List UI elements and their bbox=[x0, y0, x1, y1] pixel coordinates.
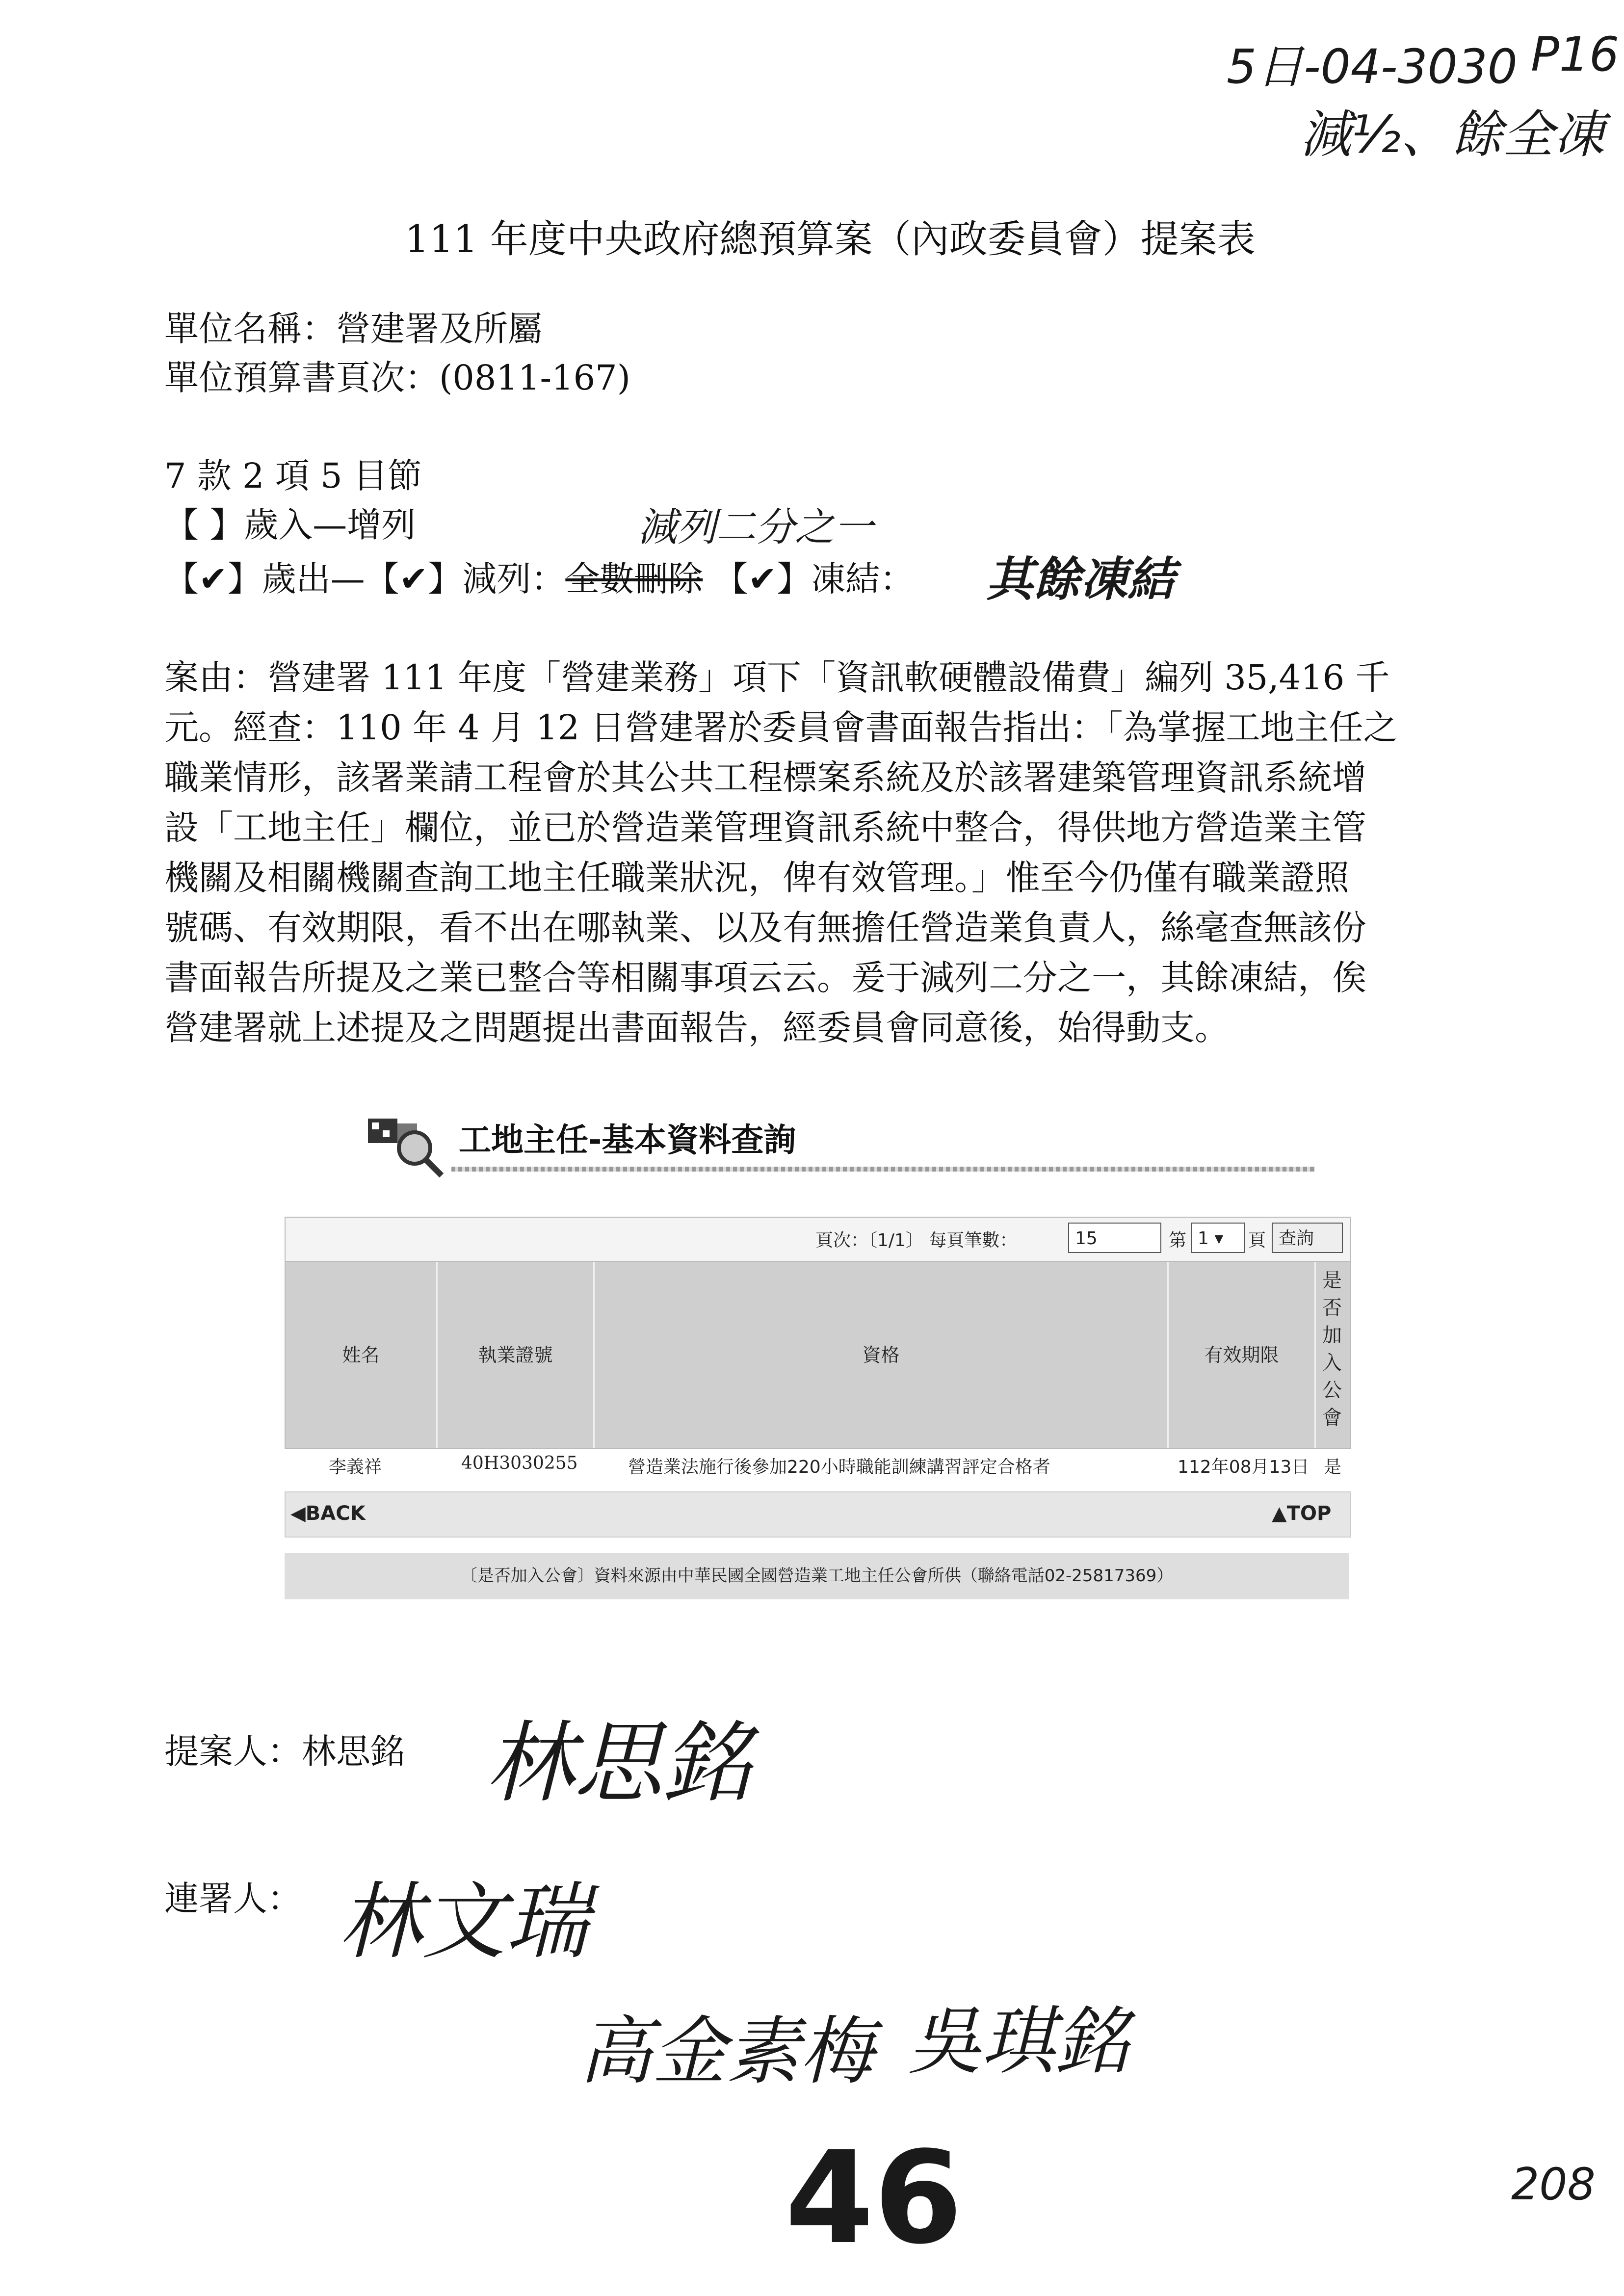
cosigner-signature-2: 高金素梅 bbox=[579, 2009, 874, 2094]
row-valid-until: 112年08月13日 bbox=[1178, 1457, 1310, 1477]
row-union: 是 bbox=[1324, 1457, 1342, 1477]
cosigner-signature-3: 吳琪銘 bbox=[908, 1999, 1129, 2085]
query-button[interactable]: 查詢 bbox=[1272, 1223, 1343, 1253]
page-suffix: 頁 bbox=[1248, 1230, 1266, 1251]
data-source-footer: 〔是否加入公會〕資料來源由中華民國全國營造業工地主任公會所供（聯絡電話02-25817369） bbox=[285, 1553, 1349, 1599]
deleted-all-text: 全數刪除 bbox=[565, 559, 703, 599]
table-row bbox=[285, 1447, 1349, 1482]
row-name: 李義祥 bbox=[329, 1457, 382, 1477]
reason-line: 元。經查：110 年 4 月 12 日營建署於委員會書面報告指出：「為掌握工地主任之 bbox=[164, 707, 1398, 748]
freeze-label: 【✔】凍結： bbox=[713, 559, 915, 599]
expenditure-line bbox=[164, 554, 914, 603]
handwritten-page: P16 bbox=[1531, 27, 1620, 82]
expenditure-prefix: 【✔】歲出—【✔】減列： bbox=[164, 559, 566, 599]
row-qualification: 營造業法施行後參加220小時職能訓練講習評定合格者 bbox=[628, 1457, 1050, 1477]
embedded-screenshot bbox=[285, 1104, 1359, 1599]
handwritten-freeze: 其餘凍結 bbox=[986, 552, 1175, 607]
revenue-line: 【 】歲入—增列 bbox=[164, 505, 416, 545]
page-info: 頁次：〔1/1〕 每頁筆數： bbox=[815, 1230, 1018, 1251]
page-prefix: 第 bbox=[1169, 1230, 1187, 1251]
handwritten-page-number: 46 bbox=[785, 2124, 963, 2272]
top-link[interactable]: ▲TOP bbox=[1272, 1502, 1332, 1525]
screenshot-header bbox=[368, 1114, 1300, 1173]
per-page-input[interactable]: 15 bbox=[1068, 1223, 1161, 1253]
col-union bbox=[1320, 1267, 1344, 1432]
reason-line: 設「工地主任」欄位，並已於營造業管理資訊系統中整合，得供地方營造業主管 bbox=[164, 808, 1366, 848]
search-logo-icon bbox=[368, 1114, 446, 1177]
union-char: 會 bbox=[1322, 1407, 1342, 1429]
col-qualification: 資格 bbox=[595, 1262, 1169, 1448]
union-char: 否 bbox=[1322, 1297, 1342, 1319]
cosigner-signature-1: 林文瑞 bbox=[339, 1874, 589, 1971]
page-select-value: 1 bbox=[1198, 1228, 1209, 1249]
reason-line: 職業情形，該署業請工程會於其公共工程標案系統及於該署建築管理資訊系統增 bbox=[164, 757, 1366, 798]
reason-line: 案由：營建署 111 年度「營建業務」項下「資訊軟硬體設備費」編列 35,416 千 bbox=[164, 657, 1390, 698]
nav-bar bbox=[285, 1491, 1351, 1538]
handwritten-note: 減½、餘全凍 bbox=[1300, 104, 1605, 164]
col-license: 執業證號 bbox=[438, 1262, 595, 1448]
table-header bbox=[285, 1261, 1351, 1449]
handwritten-corner-number: 208 bbox=[1511, 2159, 1596, 2210]
cosigner-label: 連署人： bbox=[164, 1879, 302, 1919]
reason-line: 書面報告所提及之業已整合等相關事項云云。爰于減列二分之一，其餘凍結，俟 bbox=[164, 958, 1366, 998]
unit-name: 單位名稱：營建署及所屬 bbox=[164, 309, 542, 349]
pagination-toolbar bbox=[285, 1217, 1351, 1262]
row-license: 40H3030255 bbox=[461, 1453, 578, 1473]
proposer-label: 提案人：林思銘 bbox=[164, 1731, 405, 1772]
page-title: 111 年度中央政府總預算案（內政委員會）提案表 bbox=[405, 217, 1256, 261]
reason-line: 機關及相關機關查詢工地主任職業狀況，俾有效管理。」惟至今仍僅有職業證照 bbox=[164, 858, 1349, 898]
handwritten-code: 5日-04-3030 bbox=[1227, 39, 1518, 94]
screenshot-title: 工地主任-基本資料查詢 bbox=[459, 1121, 796, 1159]
handwritten-amend-above: 減列二分之一 bbox=[638, 504, 873, 550]
union-char: 入 bbox=[1322, 1352, 1342, 1374]
reason-line: 營建署就上述提及之問題提出書面報告，經委員會同意後，始得動支。 bbox=[164, 1008, 1229, 1048]
col-valid-until: 有效期限 bbox=[1169, 1262, 1316, 1448]
union-char: 公 bbox=[1322, 1379, 1342, 1402]
col-name: 姓名 bbox=[286, 1262, 438, 1448]
reason-paragraph bbox=[164, 652, 1397, 1053]
budget-page: 單位預算書頁次：(0811-167) bbox=[164, 358, 631, 398]
union-char: 是 bbox=[1322, 1269, 1342, 1292]
reason-line: 號碼、有效期限，看不出在哪執業、以及有無擔任營造業負責人，絲毫查無該份 bbox=[164, 908, 1366, 948]
page-select[interactable] bbox=[1191, 1223, 1245, 1253]
title-underline bbox=[451, 1167, 1315, 1172]
proposer-signature: 林思銘 bbox=[486, 1712, 751, 1815]
back-link[interactable]: ◀BACK bbox=[290, 1502, 366, 1525]
union-char: 加 bbox=[1322, 1324, 1342, 1347]
chevron-down-icon: ▾ bbox=[1214, 1228, 1224, 1249]
section-label: 7 款 2 項 5 目節 bbox=[164, 456, 422, 496]
